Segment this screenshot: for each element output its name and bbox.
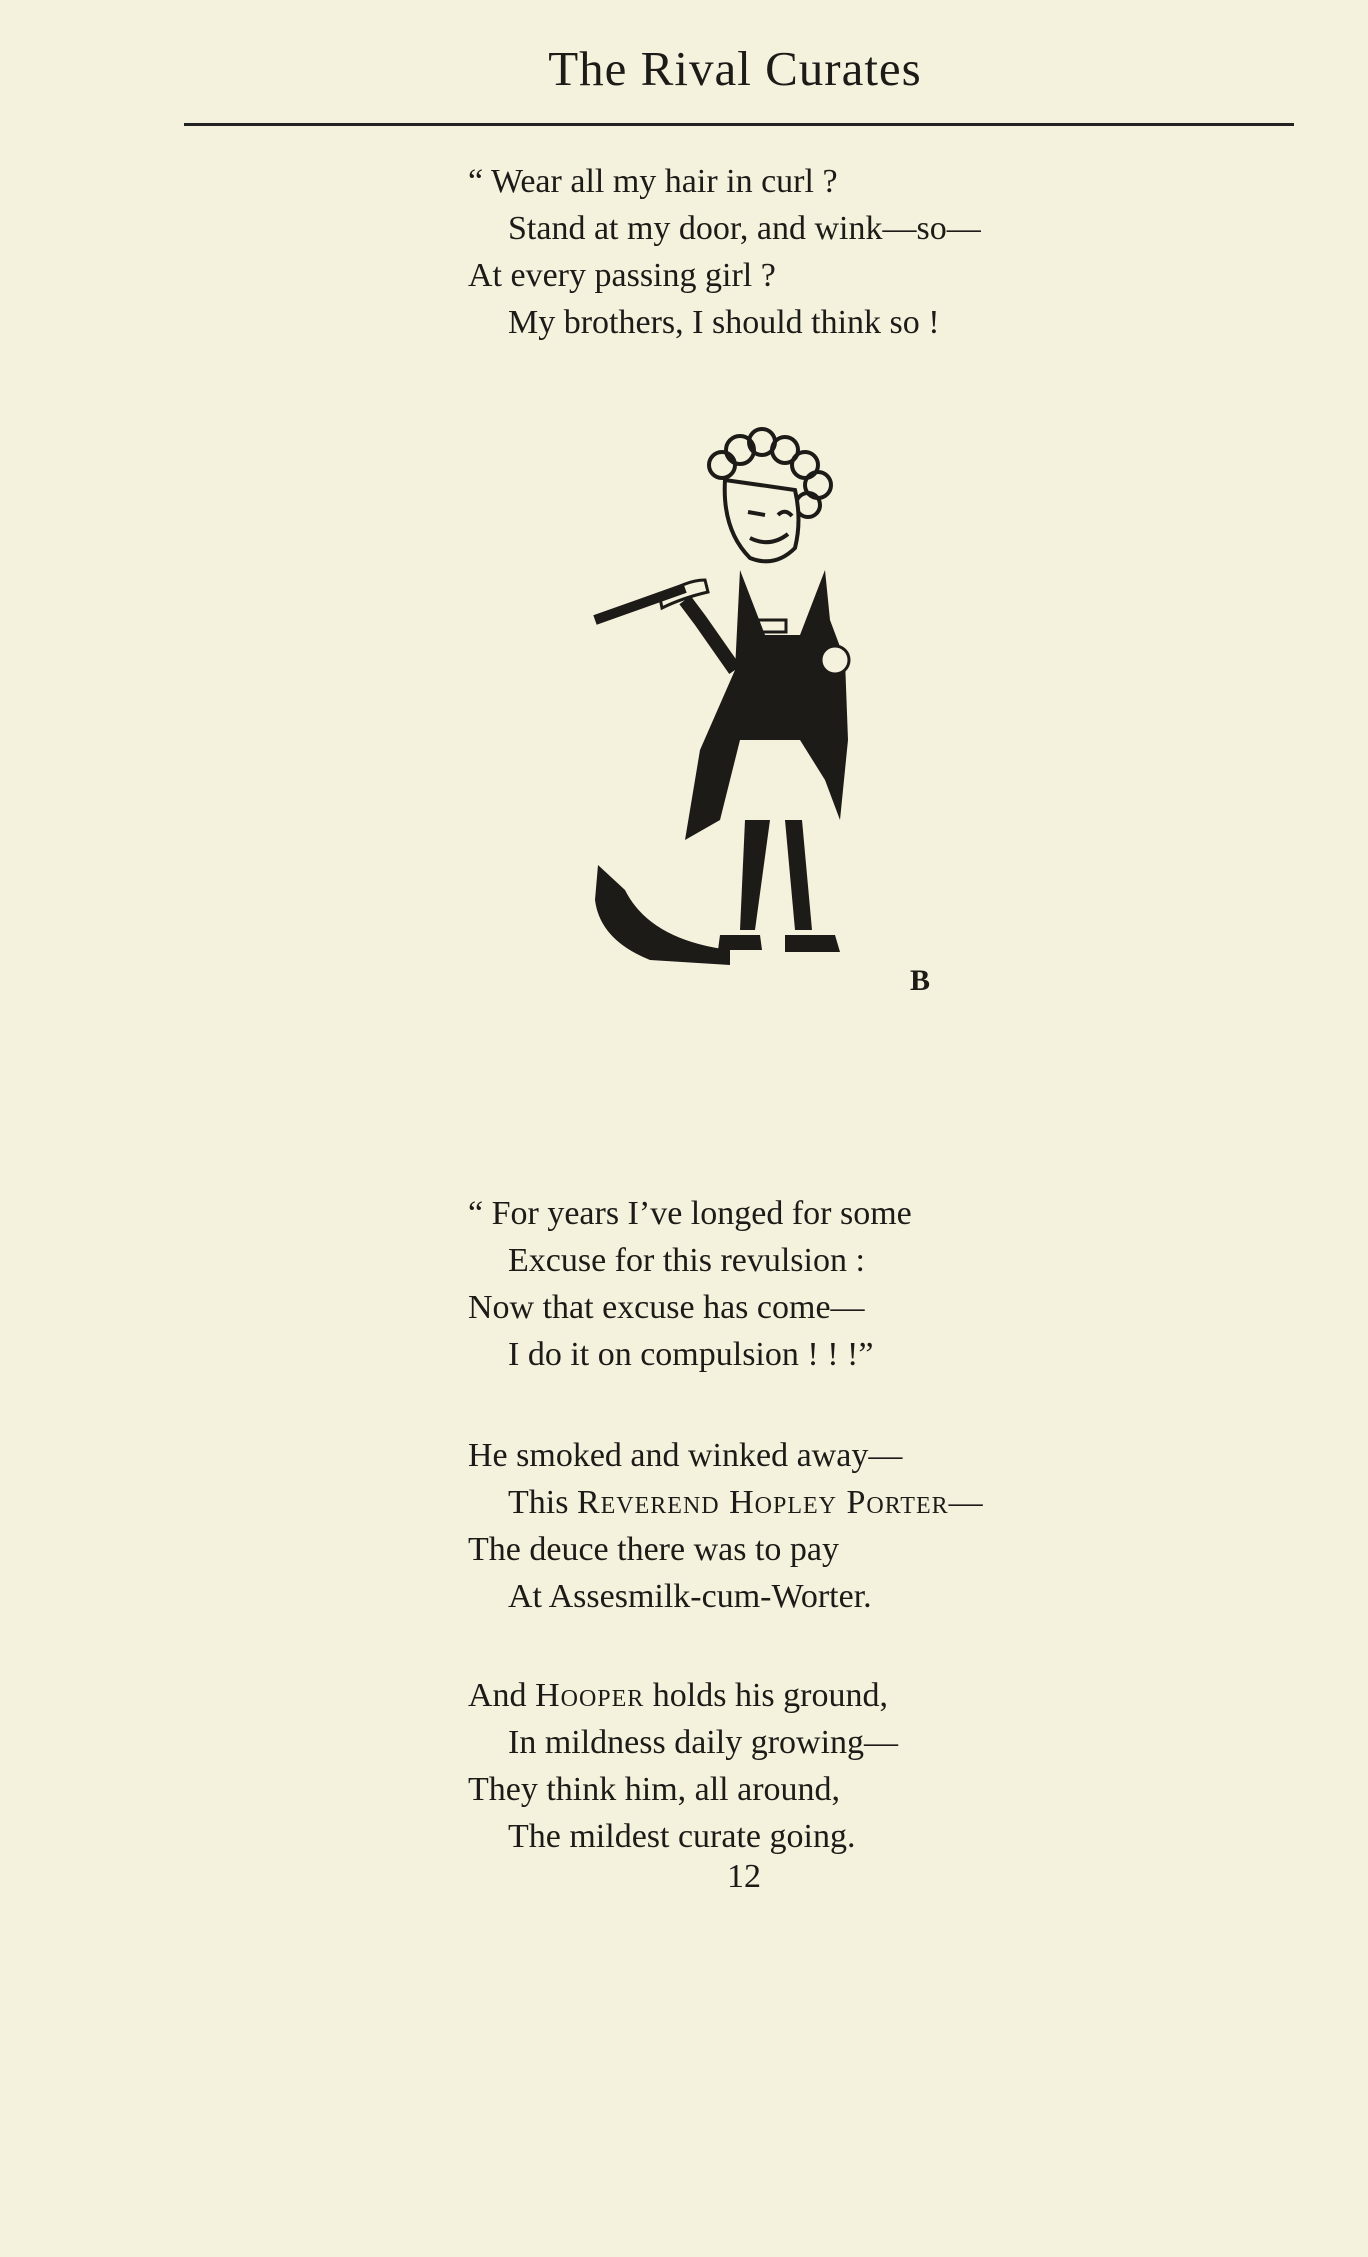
verse-line: My brothers, I should think so !	[508, 304, 940, 341]
verse-line: At every passing girl ?	[468, 257, 776, 294]
verse-text: holds his ground,	[644, 1677, 888, 1714]
verse-line: He smoked and winked away—	[468, 1437, 903, 1474]
verse-line: Excuse for this revulsion :	[508, 1242, 865, 1279]
page-number: 12	[727, 1858, 761, 1895]
curate-illustration	[590, 420, 990, 1120]
stanza-4	[468, 1672, 898, 1860]
verse-line: The deuce there was to pay	[468, 1531, 839, 1568]
verse-line: Now that excuse has come—	[468, 1289, 865, 1326]
verse-line: The mildest curate going.	[508, 1818, 856, 1855]
verse-line: “ For years I’ve longed for some	[468, 1195, 912, 1232]
verse-line	[468, 1672, 898, 1719]
verse-line: Stand at my door, and wink—so—	[508, 210, 981, 247]
stanza-3	[468, 1432, 983, 1620]
stanza-1	[468, 158, 981, 346]
verse-text: —	[948, 1484, 983, 1521]
header-rule	[184, 123, 1294, 126]
name-small-caps: Hooper	[535, 1677, 645, 1714]
verse-text: And	[468, 1677, 536, 1714]
artist-signature: B	[910, 964, 931, 997]
verse-line: In mildness daily growing—	[508, 1724, 899, 1761]
verse-line	[468, 1479, 983, 1526]
verse-text: This	[508, 1484, 577, 1521]
verse-line: At Assesmilk-cum-Worter.	[508, 1578, 872, 1615]
verse-line: They think him, all around,	[468, 1771, 841, 1808]
verse-line: I do it on compulsion ! ! !”	[508, 1336, 874, 1373]
verse-line: “ Wear all my hair in curl ?	[468, 163, 838, 200]
stanza-2	[468, 1190, 912, 1378]
running-head: The Rival Curates	[548, 41, 922, 96]
name-small-caps: Reverend Hopley Porter	[576, 1484, 949, 1521]
